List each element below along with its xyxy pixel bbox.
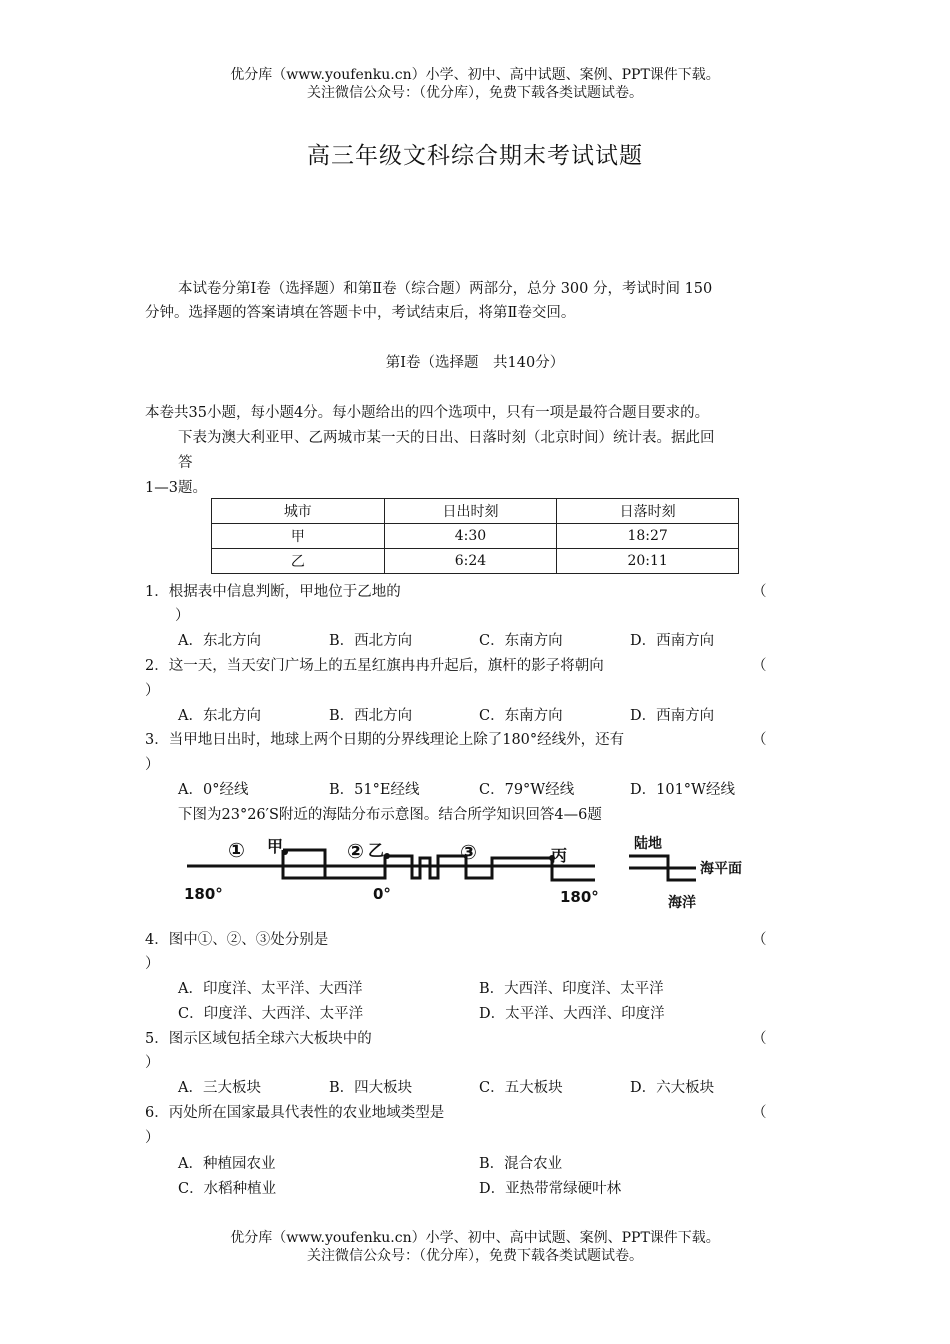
question-5-stem: 5．图示区域包括全球六大板块中的 (145, 1031, 372, 1047)
question-1-option-b: B．西北方向 (329, 633, 413, 649)
question-1-option-d: D．西南方向 (630, 633, 715, 649)
question-1-paren-open: （ (752, 584, 767, 600)
table-cell: 18:27 (557, 524, 739, 549)
question-2-option-b: B．西北方向 (329, 708, 413, 724)
legend-sea-level: 海平面 (700, 861, 742, 877)
question-5-paren-close: ） (145, 1055, 160, 1071)
label-city-bing: 丙 (551, 846, 568, 865)
page-footer-line1: 优分库（www.youfenku.cn）小学、初中、高中试题、案例、PPT课件下载。 (230, 1230, 720, 1246)
sunrise-sunset-table (211, 498, 739, 574)
page-title: 高三年级文科综合期末考试试题 (307, 143, 643, 169)
table-header-row (212, 499, 739, 524)
question-6-paren-open: （ (752, 1105, 767, 1121)
question-4-option-a: A．印度洋、太平洋、大西洋 (178, 981, 363, 997)
table-header-cell: 城市 (212, 499, 385, 524)
figure-intro: 下图为23°26′S附近的海陆分布示意图。结合所学知识回答4—6题 (178, 807, 602, 823)
question-1-option-a: A．东北方向 (178, 633, 261, 649)
label-lon-180-right: 180° (560, 888, 599, 906)
label-lon-180-left: 180° (184, 885, 223, 903)
table-cell: 6:24 (384, 549, 557, 574)
label-city-jia: 甲 (267, 837, 284, 856)
question-3-option-d: D．101°W经线 (630, 782, 735, 798)
question-6-stem: 6．丙处所在国家最具代表性的农业地域类型是 (145, 1105, 445, 1121)
question-2-stem: 2．这一天，当天安门广场上的五星红旗冉冉升起后，旗杆的影子将朝向 (145, 658, 604, 674)
question-6-option-b: B．混合农业 (479, 1156, 563, 1172)
table-cell: 乙 (212, 549, 385, 574)
question-4-option-c: C．印度洋、大西洋、太平洋 (178, 1006, 364, 1022)
land-sea-diagram (180, 828, 600, 910)
question-2-paren-open: （ (752, 658, 767, 674)
question-5-option-b: B．四大板块 (329, 1080, 413, 1096)
question-6-option-c: C．水稻种植业 (178, 1181, 277, 1197)
page-header-line1: 优分库（www.youfenku.cn）小学、初中、高中试题、案例、PPT课件下载。 (230, 67, 720, 83)
question-6-option-a: A．种植园农业 (178, 1156, 276, 1172)
section1-description: 本卷共35小题，每小题4分。每小题给出的四个选项中，只有一项是最符合题目要求的。 (145, 405, 710, 421)
question-3-paren-close: ） (145, 757, 160, 773)
question-5-option-d: D．六大板块 (630, 1080, 715, 1096)
table-header-cell: 日落时刻 (557, 499, 739, 524)
intro-line2: 分钟。选择题的答案请填在答题卡中，考试结束后，将第Ⅱ卷交回。 (145, 305, 576, 321)
question-2-option-a: A．东北方向 (178, 708, 261, 724)
question-3-option-b: B．51°E经线 (329, 782, 420, 798)
question-3-option-c: C．79°W经线 (479, 782, 575, 798)
question-5-option-c: C．五大板块 (479, 1080, 563, 1096)
question-3-option-a: A．0°经线 (178, 782, 249, 798)
question-6-option-d: D．亚热带常绿硬叶林 (479, 1181, 622, 1197)
label-ocean-2: ② (347, 839, 364, 863)
intro-line1: 本试卷分第Ⅰ卷（选择题）和第Ⅱ卷（综合题）两部分，总分 300 分，考试时间 150 (178, 281, 713, 297)
label-city-yi: 乙 (368, 841, 385, 860)
question-1-option-c: C．东南方向 (479, 633, 563, 649)
label-ocean-1: ① (228, 838, 245, 862)
diagram-legend (626, 830, 756, 912)
question-6-paren-close: ） (145, 1130, 160, 1146)
table-cell: 4:30 (384, 524, 557, 549)
question-4-paren-close: ） (145, 956, 160, 972)
question-4-stem: 4．图中①、②、③处分别是 (145, 932, 329, 948)
question-4-paren-open: （ (752, 932, 767, 948)
question-4-option-d: D．太平洋、大西洋、印度洋 (479, 1006, 665, 1022)
question-5-paren-open: （ (752, 1031, 767, 1047)
legend-ocean: 海洋 (668, 895, 696, 911)
label-lon-0: 0° (373, 885, 391, 903)
page-footer-line2: 关注微信公众号：（优分库），免费下载各类试题试卷。 (307, 1248, 643, 1264)
coastline-1 (187, 866, 325, 878)
question-3-stem: 3．当甲地日出时，地球上两个日期的分界线理论上除了180°经线外，还有 (145, 732, 625, 748)
city-yi-dot (384, 853, 390, 859)
table-row (212, 524, 739, 549)
table-intro-line3: 1—3题。 (145, 480, 207, 496)
question-3-paren-open: （ (752, 732, 767, 748)
legend-land: 陆地 (634, 836, 662, 852)
table-intro-line1: 下表为澳大利亚甲、乙两城市某一天的日出、日落时刻（北京时间）统计表。据此回 (178, 430, 715, 446)
table-cell: 甲 (212, 524, 385, 549)
table-header-cell: 日出时刻 (384, 499, 557, 524)
section1-title: 第Ⅰ卷（选择题 共140分） (385, 355, 565, 371)
question-2-option-c: C．东南方向 (479, 708, 563, 724)
table-cell: 20:11 (557, 549, 739, 574)
label-ocean-3: ③ (460, 840, 477, 864)
page-header-line2: 关注微信公众号：（优分库），免费下载各类试题试卷。 (307, 85, 643, 101)
question-2-paren-close: ） (145, 683, 160, 699)
question-5-option-a: A．三大板块 (178, 1080, 261, 1096)
table-row (212, 549, 739, 574)
question-1-stem: 1．根据表中信息判断，甲地位于乙地的 (145, 584, 401, 600)
table-intro-line2: 答 (178, 455, 193, 471)
question-2-option-d: D．西南方向 (630, 708, 715, 724)
question-1-paren-close: ） (175, 608, 190, 624)
question-4-option-b: B．大西洋、印度洋、太平洋 (479, 981, 664, 997)
